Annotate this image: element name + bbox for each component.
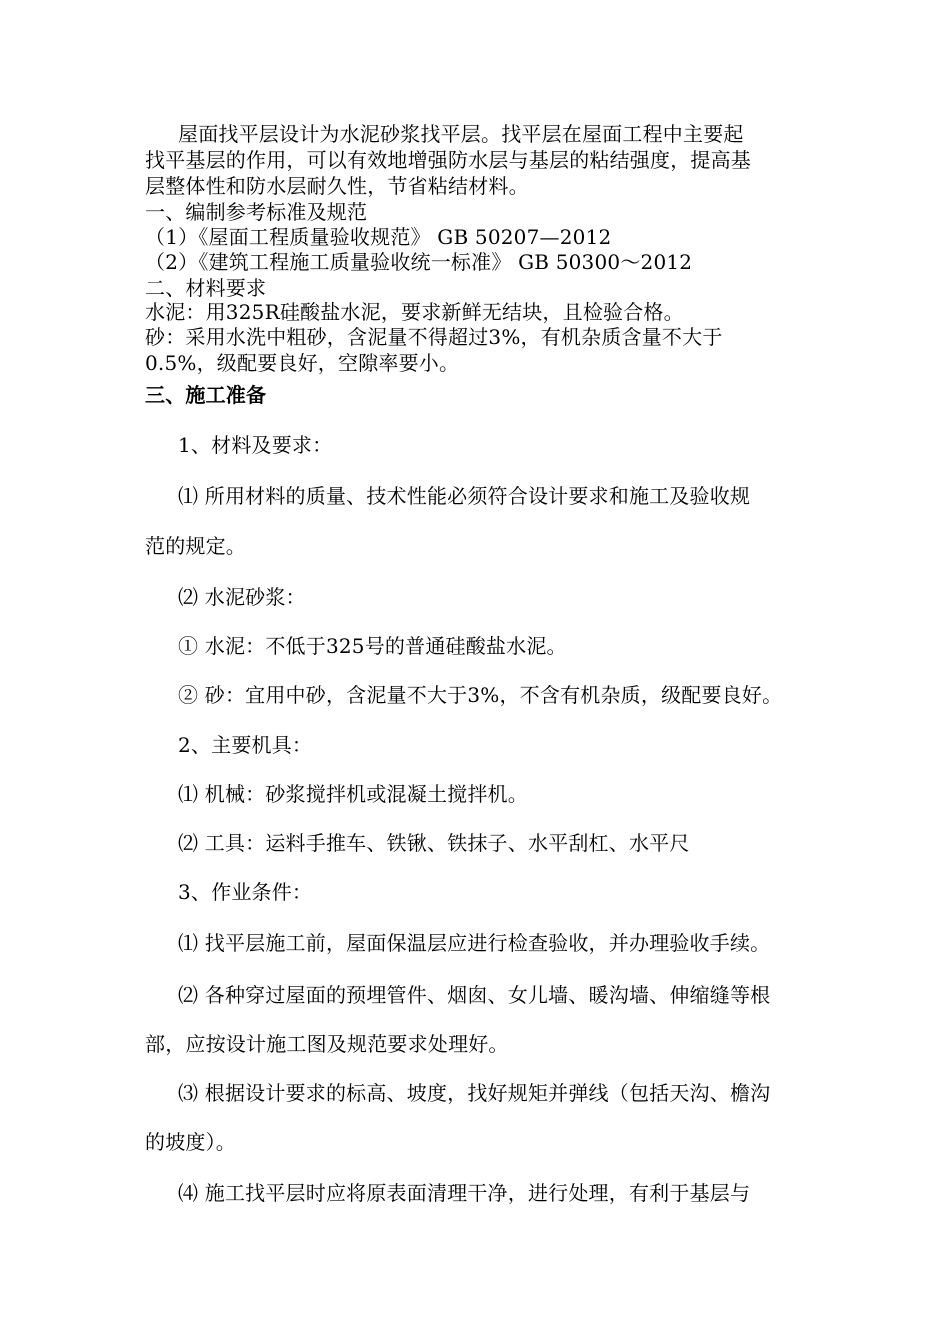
prep-line: 部，应按设计施工图及规范要求处理好。 — [145, 1032, 509, 1056]
prep-line: 3、作业条件： — [178, 880, 313, 904]
intro-line-2: 找平基层的作用，可以有效地增强防水层与基层的粘结强度，提高基 — [145, 148, 751, 172]
prep-line: 范的规定。 — [145, 534, 246, 558]
prep-line: ⑵ 水泥砂浆： — [178, 585, 306, 609]
prep-line: 的坡度）。 — [145, 1130, 236, 1154]
prep-line: ① 水泥：不低于325号的普通硅酸盐水泥。 — [178, 634, 567, 658]
prep-line: ⑴ 找平层施工前，屋面保温层应进行检查验收，并办理验收手续。 — [178, 931, 771, 955]
prep-line: ⑶ 根据设计要求的标高、坡度，找好规矩并弹线（包括天沟、檐沟 — [178, 1081, 771, 1105]
prep-line: ⑵ 各种穿过屋面的预埋管件、烟囱、女儿墙、暖沟墙、伸缩缝等根 — [178, 983, 771, 1007]
standard-item-2: （2）《建筑工程施工质量验收统一标准》 GB 50300～2012 — [145, 250, 693, 274]
prep-line: ⑴ 机械：砂浆搅拌机或混凝土搅拌机。 — [178, 782, 528, 806]
prep-line: 2、主要机具： — [178, 733, 313, 757]
prep-line: ⑵ 工具：运料手推车、铁锹、铁抹子、水平刮杠、水平尺 — [178, 831, 690, 855]
intro-line-3: 层整体性和防水层耐久性，节省粘结材料。 — [145, 174, 529, 198]
prep-line: ⑷ 施工找平层时应将原表面清理干净，进行处理，有利于基层与 — [178, 1181, 751, 1205]
prep-line: 1、材料及要求： — [178, 433, 333, 457]
material-sand-line-1: 砂：采用水洗中粗砂，含泥量不得超过3%，有机杂质含量不大于 — [145, 325, 723, 349]
material-sand-line-2: 0.5%，级配要良好，空隙率要小。 — [145, 351, 460, 375]
intro-line-1: 屋面找平层设计为水泥砂浆找平层。找平层在屋面工程中主要起 — [178, 122, 744, 146]
section1-heading: 一、编制参考标准及规范 — [145, 200, 368, 224]
material-cement: 水泥：用325R硅酸盐水泥，要求新鲜无结块，且检验合格。 — [145, 300, 684, 324]
section2-heading: 二、材料要求 — [145, 276, 267, 300]
standard-item-1: （1）《屋面工程质量验收规范》 GB 50207—2012 — [145, 225, 612, 249]
prep-line: ② 砂：宜用中砂，含泥量不大于3%，不含有机杂质，级配要良好。 — [178, 683, 783, 707]
prep-line: ⑴ 所用材料的质量、技术性能必须符合设计要求和施工及验收规 — [178, 484, 751, 508]
section3-heading: 三、施工准备 — [145, 383, 267, 407]
